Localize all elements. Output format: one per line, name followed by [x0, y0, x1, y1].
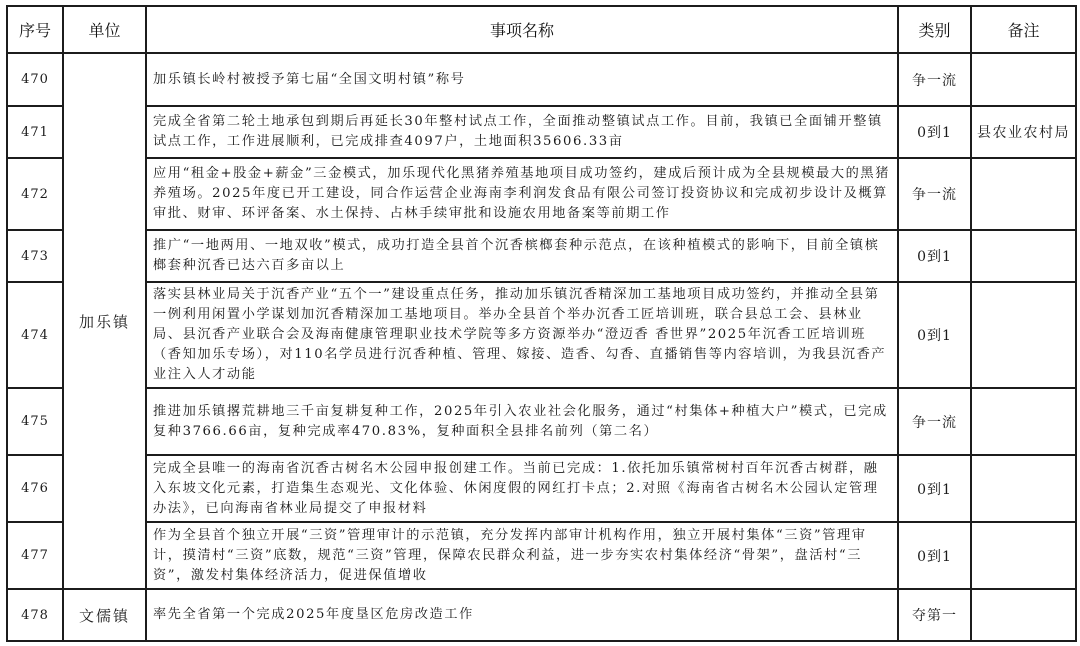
row-item: 推进加乐镇撂荒耕地三千亩复耕复种工作，2025年引入农业社会化服务，通过“村集体+种植大户”模式，已完成复种3766.66亩，复种完成率470.83%，复种面积全县排名前列（第二名） [146, 388, 898, 455]
row-index: 474 [7, 282, 63, 388]
row-category: 0到1 [898, 522, 971, 589]
document-table-container [6, 5, 1077, 642]
row-index: 472 [7, 158, 63, 230]
table-header-row [7, 6, 1076, 53]
row-note [971, 589, 1076, 641]
table-row [7, 522, 1076, 589]
table-row [7, 388, 1076, 455]
header-unit: 单位 [63, 6, 146, 53]
row-category: 争一流 [898, 388, 971, 455]
row-item: 完成全省第二轮土地承包到期后再延长30年整村试点工作，全面推动整镇试点工作。目前，我镇已全面铺开整镇试点工作，工作进展顺利，已完成排查4097户，土地面积35606.33亩 [146, 106, 898, 158]
row-item: 推广“一地两用、一地双收”模式，成功打造全县首个沉香槟榔套种示范点，在该种植模式的影响下，目前全镇槟榔套种沉香已达六百多亩以上 [146, 230, 898, 282]
row-category: 争一流 [898, 53, 971, 106]
row-index: 478 [7, 589, 63, 641]
row-index: 475 [7, 388, 63, 455]
row-item: 应用“租金+股金+薪金”三金模式，加乐现代化黑猪养殖基地项目成功签约，建成后预计成为全县规模最大的黑猪养殖场。2025年度已开工建设，同合作运营企业海南李利润发食品有限公司签订投资协议和完成初步设计及概算审批、财审、环评备案、水土保持、占林手续审批和设施农用地备案等前期工作 [146, 158, 898, 230]
row-category: 0到1 [898, 106, 971, 158]
row-note: 县农业农村局 [971, 106, 1076, 158]
row-category: 0到1 [898, 282, 971, 388]
row-note [971, 282, 1076, 388]
table-row [7, 158, 1076, 230]
row-item: 率先全省第一个完成2025年度垦区危房改造工作 [146, 589, 898, 641]
row-item: 加乐镇长岭村被授予第七届“全国文明村镇”称号 [146, 53, 898, 106]
row-item: 作为全县首个独立开展“三资”管理审计的示范镇，充分发挥内部审计机构作用，独立开展村集体“三资”管理审计，摸清村“三资”底数，规范“三资”管理，保障农民群众利益，进一步夯实农村集体经济“骨架”，盘活村“三资”，激发村集体经济活力，促进保值增收 [146, 522, 898, 589]
row-index: 476 [7, 455, 63, 522]
row-item: 落实县林业局关于沉香产业“五个一”建设重点任务，推动加乐镇沉香精深加工基地项目成功签约，并推动全县第一例利用闲置小学谋划加沉香精深加工基地项目。举办全县首个举办沉香工匠培训班，联合县总工会、县林业局、县沉香产业联合会及海南健康管理职业技术学院等多方资源举办“澄迈香 香世界”2025年沉香工匠培训班（香知加乐专场），对110名学员进行沉香种植、管理、嫁接、造香、勾香、直播销售等内容培训，为我县沉香产业注入人才动能 [146, 282, 898, 388]
row-index: 477 [7, 522, 63, 589]
header-item: 事项名称 [146, 6, 898, 53]
header-index: 序号 [7, 6, 63, 53]
header-note: 备注 [971, 6, 1076, 53]
achievements-table [6, 5, 1077, 642]
row-index: 473 [7, 230, 63, 282]
row-category: 0到1 [898, 455, 971, 522]
table-row [7, 455, 1076, 522]
header-category: 类别 [898, 6, 971, 53]
table-row [7, 282, 1076, 388]
unit-cell: 文儒镇 [63, 589, 146, 641]
unit-cell: 加乐镇 [63, 53, 146, 589]
table-row [7, 53, 1076, 106]
row-note [971, 388, 1076, 455]
table-row [7, 230, 1076, 282]
row-note [971, 230, 1076, 282]
row-item: 完成全县唯一的海南省沉香古树名木公园申报创建工作。当前已完成：1.依托加乐镇常树村百年沉香古树群，融入东坡文化元素，打造集生态观光、文化体验、休闲度假的网红打卡点；2.对照《海南省古树名木公园认定管理办法》，已向海南省林业局提交了申报材料 [146, 455, 898, 522]
row-index: 470 [7, 53, 63, 106]
row-category: 0到1 [898, 230, 971, 282]
table-row [7, 589, 1076, 641]
row-note [971, 53, 1076, 106]
row-category: 争一流 [898, 158, 971, 230]
row-category: 夺第一 [898, 589, 971, 641]
row-note [971, 522, 1076, 589]
row-note [971, 158, 1076, 230]
row-note [971, 455, 1076, 522]
row-index: 471 [7, 106, 63, 158]
table-row [7, 106, 1076, 158]
